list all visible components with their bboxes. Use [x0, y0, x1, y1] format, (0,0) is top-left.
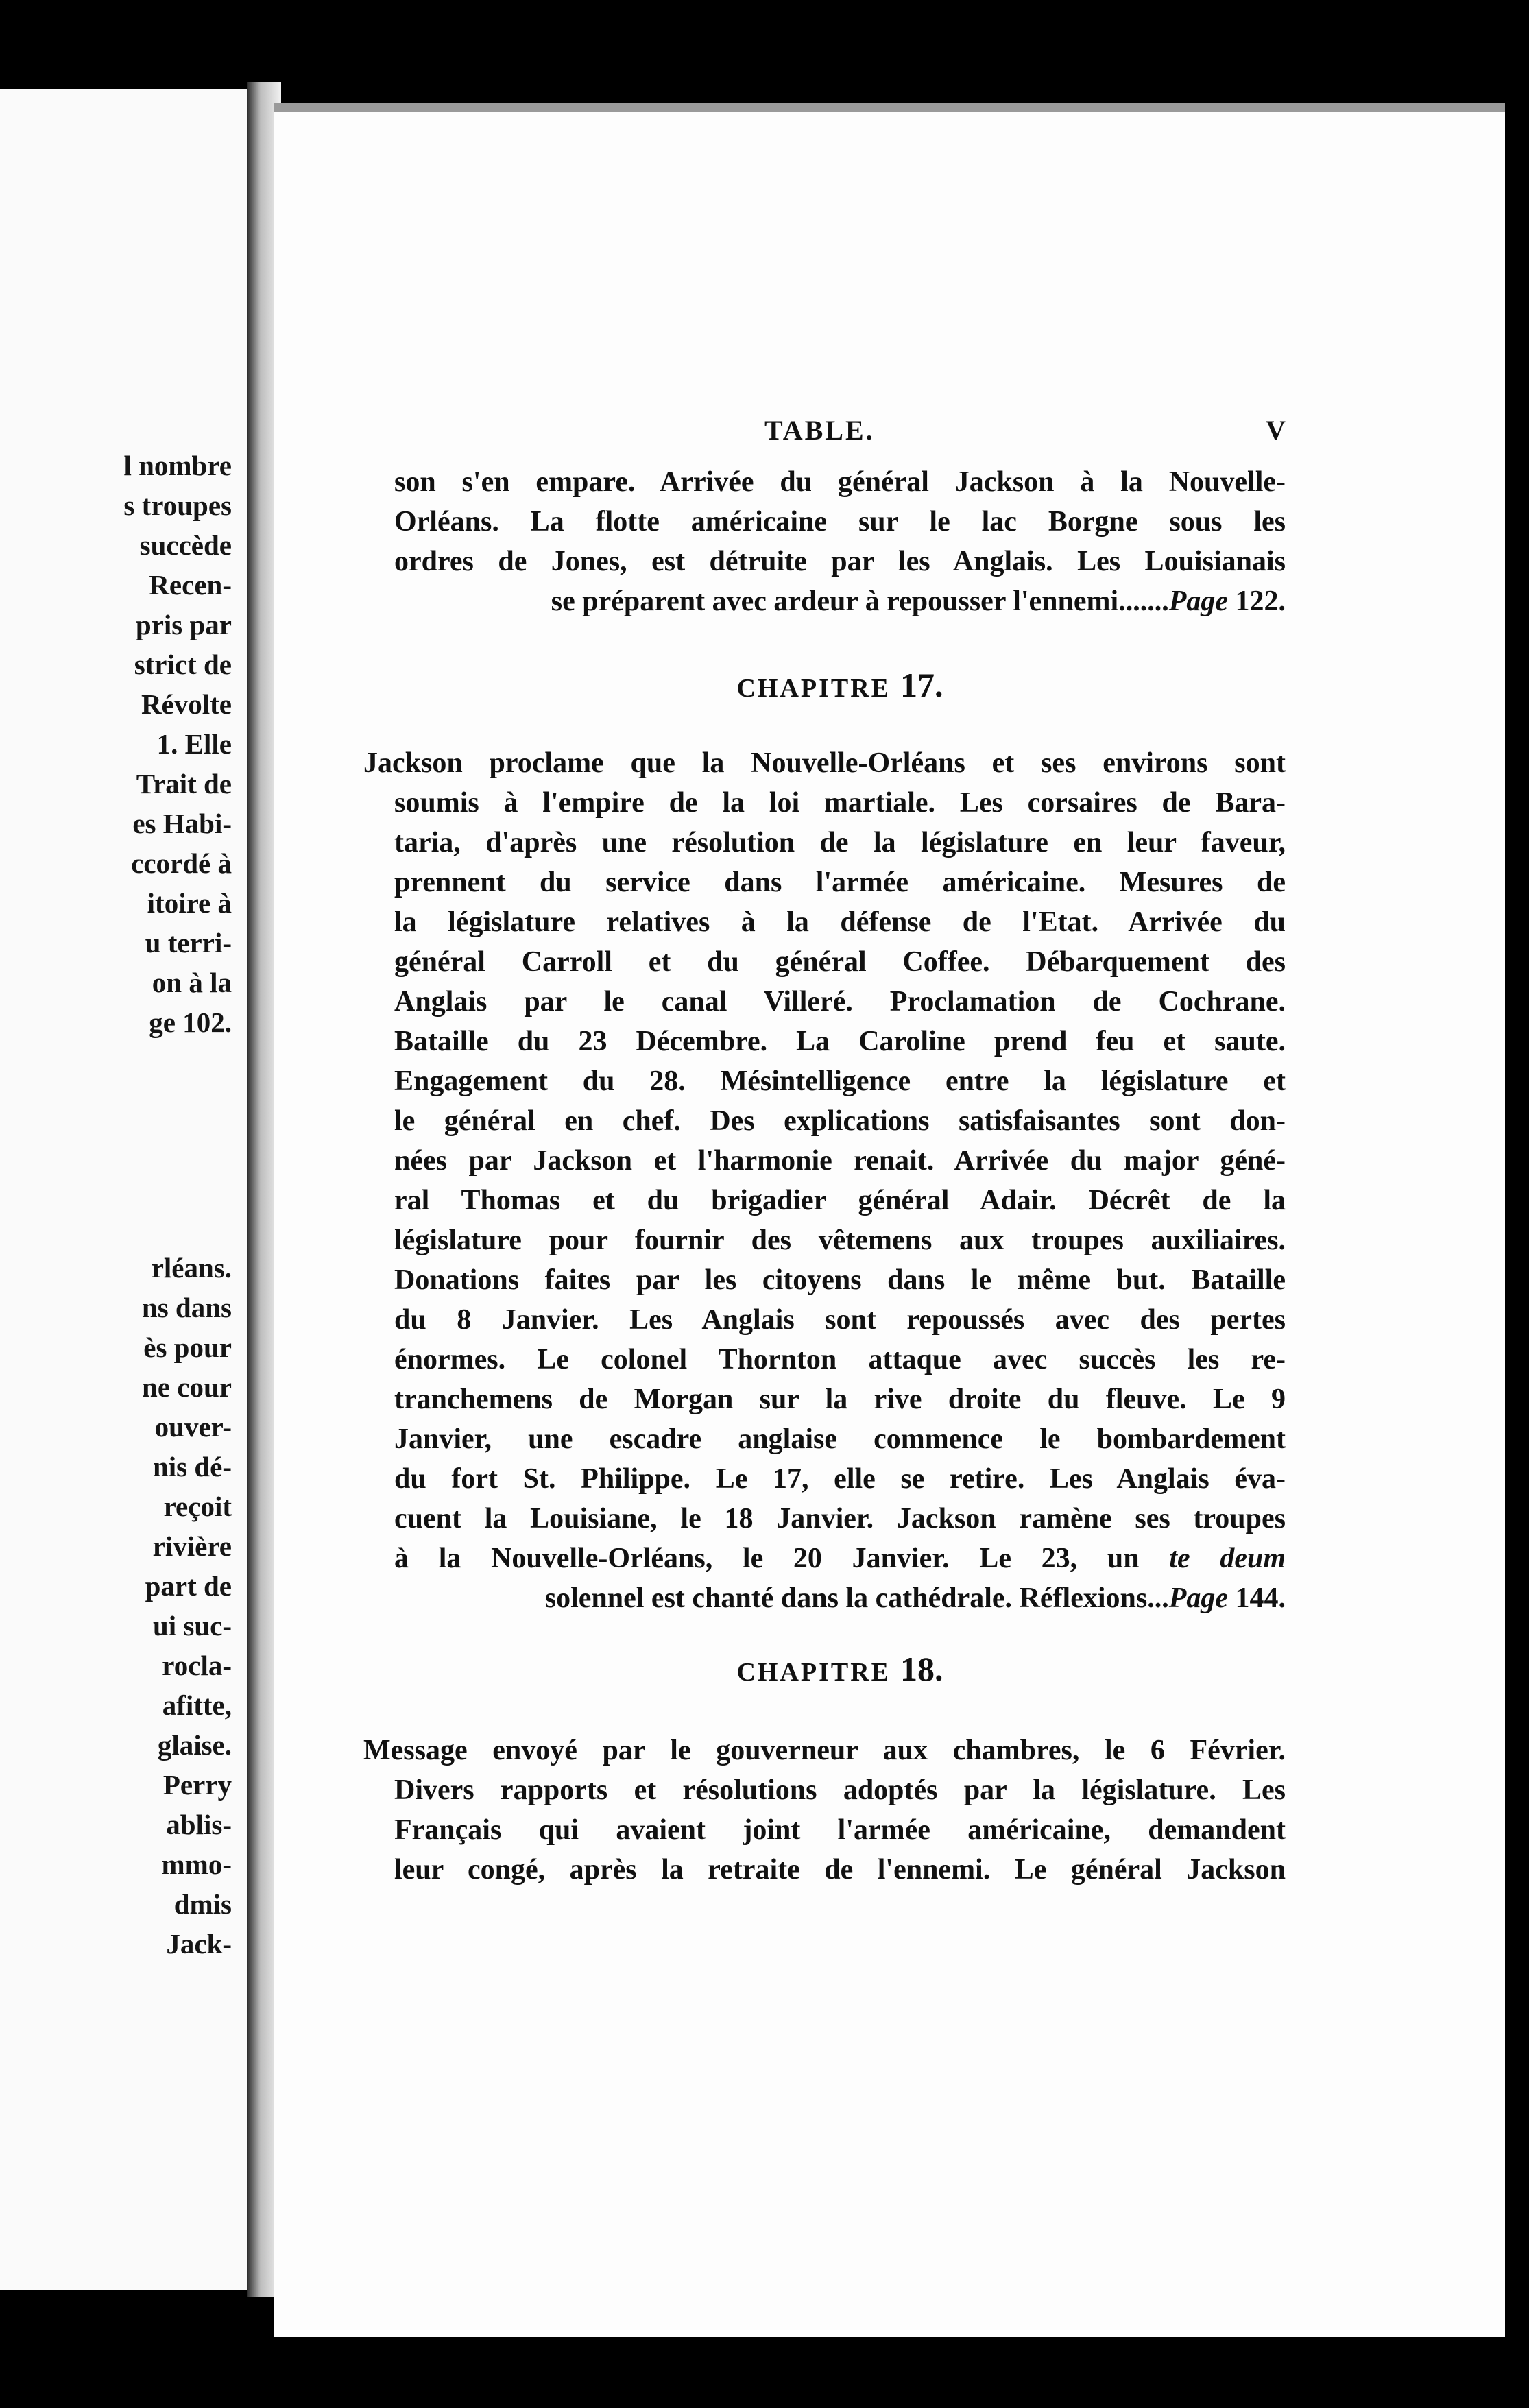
page-ref-number: 122. [1235, 586, 1286, 617]
left-page-fragment [0, 89, 252, 2290]
table-entry-paragraph-1 [394, 462, 1286, 621]
text-line: Bataille du 23 Décembre. La Caroline prend feu et saute. [394, 1026, 1286, 1057]
running-head [394, 414, 1286, 455]
text-line: tranchemens de Morgan sur la rive droite du fleuve. Le 9 [394, 1384, 1286, 1415]
text-line: Anglais par le canal Villeré. Proclamation de Cochrane. [394, 986, 1286, 1018]
text-line: Français qui avaient joint l'armée américaine, demandent [394, 1814, 1286, 1846]
left-line: 1. Elle [156, 728, 232, 760]
page-ref-number: 144. [1235, 1582, 1286, 1614]
text-line: son s'en empare. Arrivée du général Jackson à la Nouvelle- [394, 466, 1286, 498]
page-ref-label: Page [1168, 586, 1228, 617]
table-entry-paragraph-3 [363, 1731, 1286, 1890]
text-line: général Carroll et du général Coffee. Débarquement des [394, 946, 1286, 978]
text-line: Divers rapports et résolutions adoptés par la législature. Les [394, 1774, 1286, 1806]
text-line: Donations faites par les citoyens dans le même but. Bataille [394, 1264, 1286, 1296]
text-line: prennent du service dans l'armée américaine. Mesures de [394, 867, 1286, 898]
text-line-body: à la Nouvelle-Orléans, le 20 Janvier. Le 23, un [394, 1543, 1170, 1574]
left-line: ccordé à [131, 847, 232, 879]
left-line: rléans. [151, 1252, 232, 1284]
text-line: la législature relatives à la défense de l'Etat. Arrivée du [394, 906, 1286, 938]
left-page-text-block-2 [142, 1248, 232, 1964]
chapter-number: 17. [900, 666, 943, 704]
chapter-number: 18. [900, 1650, 943, 1688]
chapter-label: CHAPITRE [736, 1658, 891, 1687]
text-line: législature pour fournir des vêtemens aux troupes auxiliaires. [394, 1225, 1286, 1256]
left-line: strict de [134, 649, 232, 680]
page-ref-label: Page [1168, 1582, 1228, 1614]
left-line: Jack- [166, 1928, 232, 1960]
text-line: énormes. Le colonel Thornton attaque avec succès les re- [394, 1344, 1286, 1375]
page-folio: V [1266, 415, 1286, 446]
left-line: ne cour [142, 1371, 232, 1403]
text-line-with-page-ref [394, 581, 1286, 621]
left-line: on à la [152, 967, 232, 998]
text-line-with-page-ref [394, 1578, 1286, 1618]
text-line: cuent la Louisiane, le 18 Janvier. Jackson ramène ses troupes [394, 1503, 1286, 1534]
left-line: Trait de [136, 768, 232, 799]
text-line: du 8 Janvier. Les Anglais sont repoussés avec des pertes [394, 1304, 1286, 1336]
left-page-text-block-1 [123, 446, 232, 1042]
left-line: Perry [162, 1769, 232, 1801]
left-line: Recen- [149, 569, 232, 601]
left-line: ns dans [141, 1292, 232, 1323]
left-line: part de [145, 1570, 232, 1602]
text-line: nées par Jackson et l'harmonie renait. Arrivée du major géné- [394, 1145, 1286, 1177]
left-line: dmis [173, 1888, 232, 1920]
left-line: ui suc- [152, 1610, 232, 1641]
left-line: l nombre [123, 450, 232, 481]
left-line: rivière [152, 1530, 232, 1562]
left-line: reçoit [163, 1491, 232, 1522]
text-line: le général en chef. Des explications satisfaisantes sont don- [394, 1105, 1286, 1137]
left-line: ès pour [143, 1332, 232, 1363]
text-line: Engagement du 28. Mésintelligence entre la législature et [394, 1065, 1286, 1097]
text-line: Orléans. La flotte américaine sur le lac Borgne sous les [394, 506, 1286, 538]
left-line: afitte, [162, 1689, 232, 1721]
left-line: Révolte [141, 688, 232, 720]
text-line: soumis à l'empire de la loi martiale. Les corsaires de Bara- [394, 787, 1286, 819]
left-line: mmo- [161, 1849, 232, 1880]
left-line: rocla- [162, 1650, 232, 1681]
text-line: taria, d'après une résolution de la législature en leur faveur, [394, 827, 1286, 858]
left-line: u terri- [145, 927, 232, 959]
table-entry-paragraph-2 [363, 743, 1286, 1618]
left-line: pris par [135, 609, 232, 640]
italic-phrase: te deum [1169, 1543, 1286, 1574]
left-line: es Habi- [132, 808, 232, 839]
text-line-body: solennel est chanté dans la cathédrale. Réflexions... [544, 1582, 1169, 1614]
chapter-label: CHAPITRE [736, 674, 891, 703]
text-line: leur congé, après la retraite de l'ennemi. Le général Jackson [394, 1854, 1286, 1886]
chapter-heading-18 [394, 1648, 1286, 1689]
left-line: ouver- [154, 1411, 232, 1443]
left-line: ablis- [166, 1809, 232, 1840]
left-line: succède [139, 529, 232, 561]
text-line: du fort St. Philippe. Le 17, elle se retire. Les Anglais éva- [394, 1463, 1286, 1495]
text-line: ral Thomas et du brigadier général Adair. Décrêt de la [394, 1185, 1286, 1216]
text-line-body: se préparent avec ardeur à repousser l'ennemi....... [551, 586, 1169, 617]
left-line: itoire à [147, 887, 232, 919]
text-line: ordres de Jones, est détruite par les Anglais. Les Louisianais [394, 546, 1286, 577]
text-line: Message envoyé par le gouverneur aux chambres, le 6 Février. [363, 1735, 1286, 1766]
text-line-with-italic [394, 1539, 1286, 1578]
running-title: TABLE. [764, 415, 875, 446]
text-line: Jackson proclame que la Nouvelle-Orléans et ses environs sont [363, 747, 1286, 779]
chapter-heading-17 [394, 664, 1286, 706]
left-line: nis dé- [152, 1451, 232, 1482]
left-line: glaise. [157, 1729, 232, 1761]
right-page [274, 103, 1505, 2337]
text-line: Janvier, une escadre anglaise commence le bombardement [394, 1423, 1286, 1455]
left-line: s troupes [123, 490, 232, 521]
left-line: ge 102. [149, 1007, 232, 1038]
